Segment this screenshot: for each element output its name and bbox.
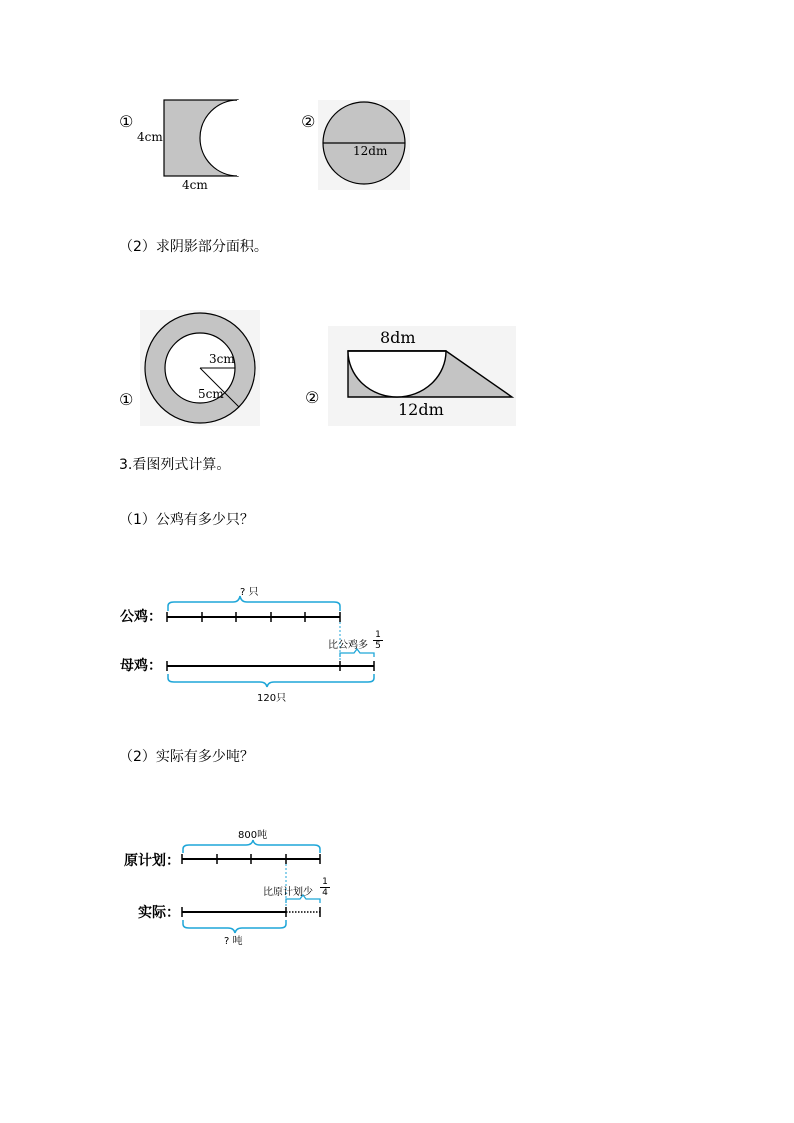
question-3-title: 3.看图列式计算。 — [119, 457, 231, 473]
bottom-brace-label: ? 吨 — [224, 936, 243, 947]
diameter-label: 12dm — [353, 144, 388, 158]
bottom-length-label: 12dm — [398, 400, 444, 419]
figure-marker: ① — [119, 112, 134, 131]
fraction-numerator: 1 — [373, 630, 383, 641]
figure-marker: ② — [305, 388, 320, 407]
fraction-numerator: 1 — [320, 877, 330, 888]
fraction-denominator: 5 — [375, 641, 381, 651]
figure-square-semicircle — [116, 96, 251, 196]
fraction-one-fourth — [320, 877, 330, 898]
side-length-label: 4cm — [137, 130, 163, 144]
figure-marker: ② — [301, 112, 316, 131]
top-brace-label: ? 只 — [240, 587, 259, 598]
question-3-1-text: （1）公鸡有多少只？ — [119, 512, 254, 528]
question-3-2-text: （2）实际有多少吨？ — [119, 749, 254, 765]
fraction-denominator: 4 — [322, 888, 328, 898]
fraction-one-fifth — [373, 630, 383, 651]
bottom-length-label: 4cm — [182, 178, 208, 192]
top-length-label: 8dm — [380, 328, 416, 347]
top-brace-label: 800吨 — [238, 830, 268, 841]
compare-label: 比公鸡多 — [328, 640, 368, 651]
question-2-2-text: （2）求阴影部分面积。 — [119, 239, 268, 255]
line-diagram-chickens — [118, 580, 388, 704]
plan-row-label: 原计划： — [124, 853, 180, 869]
compare-label: 比原计划少 — [263, 887, 313, 898]
figure-trapezoid-semicircle — [304, 326, 516, 426]
inner-radius-label: 3cm — [209, 352, 235, 366]
figure-marker: ① — [119, 390, 134, 409]
hen-row-label: 母鸡： — [120, 658, 162, 674]
actual-row-label: 实际： — [138, 905, 180, 921]
outer-radius-label: 5cm — [198, 387, 224, 401]
figure-circle-diameter — [296, 100, 412, 192]
line-diagram-tons — [118, 826, 338, 948]
ring-drawing — [140, 310, 260, 426]
bottom-brace-label: 120只 — [257, 693, 287, 704]
figure-ring — [116, 310, 264, 426]
rooster-row-label: 公鸡： — [120, 609, 162, 625]
